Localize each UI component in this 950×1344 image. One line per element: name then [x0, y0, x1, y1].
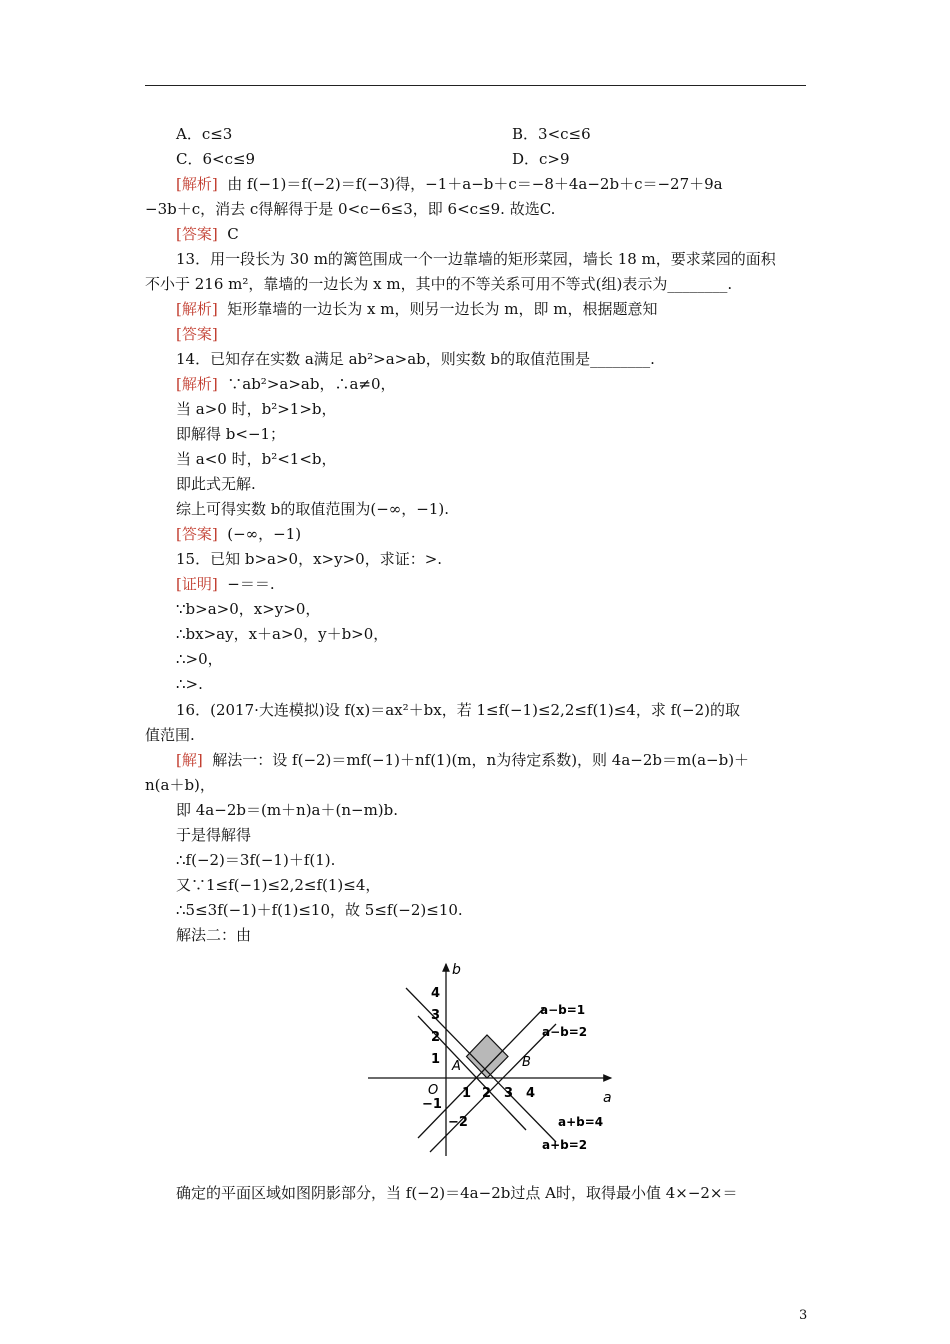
q16-line: 解法二：由: [176, 926, 252, 944]
origin-label: O: [428, 1083, 439, 1098]
q14-line: 即解得 b<−1；: [176, 425, 286, 443]
x-tick-label: 3: [504, 1086, 514, 1101]
q12-analysis-line: [176, 174, 723, 194]
x-tick-label: 1: [462, 1086, 472, 1101]
q15-line: ∴>0，: [176, 650, 223, 668]
q16-line: ∴f(−2)＝3f(−1)＋f(1).: [176, 851, 336, 869]
q14-answer: (−∞，−1): [227, 525, 302, 543]
proof-tag: [证明]: [176, 575, 218, 593]
page-number: 3: [799, 1308, 808, 1323]
y-tick-label: −1: [422, 1097, 442, 1112]
q14-answer-line: [176, 524, 301, 544]
point-b-label: B: [522, 1055, 531, 1070]
q16-line: ∴5≤3f(−1)＋f(1)≤10，故 5≤f(−2)≤10.: [176, 901, 463, 919]
solve-tag: [解]: [176, 751, 203, 769]
answer-tag: [答案]: [176, 225, 218, 243]
q16-solution-cont: n(a＋b)，: [145, 776, 215, 794]
axis-y-label: b: [452, 962, 461, 978]
y-tick-label: −2: [448, 1115, 468, 1130]
q12-answer: C: [227, 225, 239, 243]
q12-analysis-cont: −3b＋c，消去 c得解得于是 0<c−6≤3，即 6<c≤9. 故选C.: [145, 200, 556, 218]
q13-answer-line: [176, 324, 218, 344]
q14-line: 即此式无解.: [176, 475, 256, 493]
q14-line: 综上可得实数 b的取值范围为(−∞，−1).: [176, 500, 450, 518]
q13-stem-cont: 不小于 216 m²，靠墙的一边长为 x m，其中的不等关系可用不等式(组)表示为________.: [145, 275, 733, 293]
analysis-tag: [解析]: [176, 300, 218, 318]
option-b: B．3<c≤6: [512, 125, 591, 143]
q16-solution-text: 解法一：设 f(−2)＝mf(−1)＋nf(1)(m，n为待定系数)，则 4a−2b＝m(a−b)＋: [212, 751, 750, 769]
q15-proof-text: −＝＝.: [227, 575, 275, 593]
line-label: a−b=1: [540, 1003, 586, 1017]
x-tick-label: 4: [526, 1086, 536, 1101]
answer-tag: [答案]: [176, 525, 218, 543]
q16-after-figure: 确定的平面区域如图阴影部分，当 f(−2)＝4a−2b过点 A时，取得最小值 4×−2×＝: [176, 1184, 738, 1202]
q14-line: 当 a<0 时，b²<1<b，: [176, 450, 337, 468]
q12-analysis-text: 由 f(−1)＝f(−2)＝f(−3)得，−1＋a−b＋c＝−8＋4a−2b＋c＝−27＋9a: [227, 175, 723, 193]
q13-stem: 13．用一段长为 30 m的篱笆围成一个一边靠墙的矩形菜园，墙长 18 m，要求菜园的面积: [176, 250, 776, 268]
option-d: D．c>9: [512, 150, 570, 168]
option-c: C．6<c≤9: [176, 150, 256, 168]
q14-stem: 14．已知存在实数 a满足 ab²>a>ab，则实数 b的取值范围是________.: [176, 350, 655, 368]
q15-line: ∴>.: [176, 675, 203, 693]
q15-line: ∴bx>ay，x＋a>0，y＋b>0，: [176, 625, 389, 643]
q16-line: 于是得解得: [176, 826, 252, 844]
line-label: a−b=2: [542, 1025, 588, 1039]
q16-line: 即 4a−2b＝(m＋n)a＋(n−m)b.: [176, 801, 399, 819]
q14-analysis-line: [176, 374, 396, 394]
y-tick-label: 2: [431, 1030, 441, 1045]
q16-line: 又∵1≤f(−1)≤2,2≤f(1)≤4，: [176, 876, 381, 894]
x-tick-label: 2: [482, 1086, 492, 1101]
y-tick-label: 4: [431, 986, 441, 1001]
analysis-tag: [解析]: [176, 375, 218, 393]
q16-solution-line: [176, 750, 749, 770]
line-a-plus-b-4: [406, 988, 556, 1142]
q12-answer-line: [176, 224, 239, 244]
q15-line: ∵b>a>0，x>y>0，: [176, 600, 321, 618]
q16-stem: 16．(2017·大连模拟)设 f(x)＝ax²＋bx，若 1≤f(−1)≤2,2≤f(1)≤4，求 f(−2)的取: [176, 701, 740, 719]
header-rule: [145, 85, 806, 86]
line-label: a+b=4: [558, 1115, 604, 1129]
q15-stem: 15．已知 b>a>0，x>y>0，求证：>.: [176, 550, 443, 568]
y-tick-label: 1: [431, 1052, 441, 1067]
q14-line: ∵ab²>a>ab，∴a≠0，: [227, 375, 396, 393]
q14-line: 当 a>0 时，b²>1>b，: [176, 400, 337, 418]
option-a: A．c≤3: [176, 125, 233, 143]
q13-analysis-text: 矩形靠墙的一边长为 x m，则另一边长为 m，即 m，根据题意知: [227, 300, 658, 318]
q13-analysis-line: [176, 299, 657, 319]
q15-proof-line: [176, 574, 275, 594]
line-label: a+b=2: [542, 1138, 588, 1152]
region-figure: [366, 960, 618, 1160]
analysis-tag: [解析]: [176, 175, 218, 193]
point-a-label: A: [452, 1059, 461, 1074]
line-a-minus-b-1: [418, 1008, 544, 1138]
q16-stem-cont: 值范围.: [145, 726, 195, 744]
axis-x-label: a: [603, 1090, 612, 1106]
y-tick-label: 3: [431, 1008, 441, 1023]
answer-tag: [答案]: [176, 325, 218, 343]
